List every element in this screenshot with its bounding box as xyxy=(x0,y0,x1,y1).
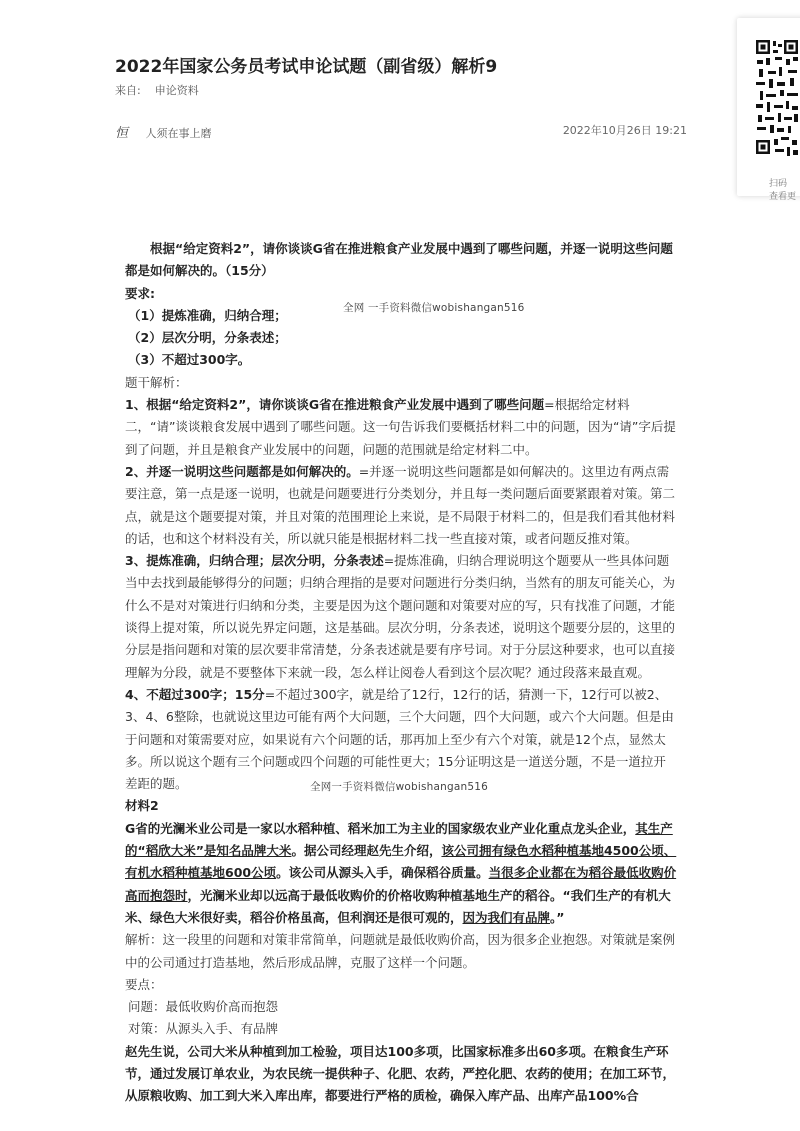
author-name[interactable]: 人须在事上磨 xyxy=(145,127,212,140)
source-link[interactable]: 申论资料 xyxy=(154,84,199,97)
qr-caption-line1: 扫码 xyxy=(769,179,788,189)
analysis-keypoint: 1、根据“给定资料2”，请你谈谈G省在推进粮食产业发展中遇到了哪些问题 xyxy=(125,397,545,413)
watermark-text: 全网一手资料微信wobishangan516 xyxy=(310,781,489,793)
material-text: ，光澜米业却以远高于最低收购价的价格收购种植基地生产的稻谷。“我们生产的有机大米、绿色大米很好卖，稻谷价格虽高，但利润还是很可观的， xyxy=(125,887,671,925)
publish-timestamp: 2022年10月26日 19:21 xyxy=(562,124,687,137)
analysis-text: =根据给定材料二，“请”谈谈粮食发展中遇到了哪些问题。这一句告诉我们要概括材料二中的问题，因为“请”字后提到了问题，并且是粮食产业发展中的问题，问题的范围就是给定材料二中。 xyxy=(125,397,676,457)
point-solution: 对策：从源头入手、有品牌 xyxy=(128,1021,279,1037)
analysis-paragraph xyxy=(125,550,678,684)
requirement-item: （1）提炼准确，归纳合理； xyxy=(128,307,287,323)
analysis-keypoint: 3、提炼准确，归纳合理；层次分明，分条表述 xyxy=(125,553,384,569)
material-text: 。该公司从源头入手，确保稻谷质量。 xyxy=(276,865,489,881)
analysis-text: =不超过300字，就是给了12行，12行的话，猜测一下，12行可以被2、3、4、6整除，也就说这里边可能有两个大问题，三个大问题，四个大问题，或六个大问题。但是由于问题和对策需要对应，如果说有六个问题的话，那再加上至少有六个对策，就是12个点，显然太多。所以说这个题有三个问题或四个问题的可能性更大；15分证明这是一道送分题，不是一道拉开差距的题。 xyxy=(125,686,674,792)
analysis-keypoint: 2、并逐一说明这些问题都是如何解决的。 xyxy=(125,463,359,479)
material-text: 。据公司经理赵先生介绍， xyxy=(291,843,442,859)
article-title: 2022年国家公务员考试申论试题（副省级）解析9 xyxy=(115,57,498,77)
requirement-item: （3）不超过300字。 xyxy=(128,352,251,368)
analysis-paragraph xyxy=(125,461,678,550)
requirement-item: （2）层次分明，分条表述； xyxy=(128,330,287,346)
qr-caption-line2: 查看更 xyxy=(769,192,797,202)
author-avatar[interactable]: 恒 xyxy=(115,126,129,141)
material-key-phrase: 当很多企业都在为稻谷最低收购价高而抱怨时 xyxy=(125,865,677,903)
point-problem: 问题：最低收购价高而抱怨 xyxy=(128,999,279,1015)
watermark-text: 全网 一手资料微信wobishangan516 xyxy=(343,302,525,314)
analysis-keypoint: 4、不超过300字；15分 xyxy=(125,686,265,702)
material-analysis: 解析：这一段里的问题和对策非常简单，问题就是最低收购价高，因为很多企业抱怨。对策就是案例中的公司通过打造基地，然后形成品牌，克服了这样一个问题。 xyxy=(125,932,676,970)
analysis-text: =并逐一说明这些问题都是如何解决的。这里边有两点需要注意，第一点是逐一说明，也就是问题要进行分类划分，并且每一类问题后面要紧跟着对策。第二点，就是这个题要提对策，并且对策的范围理论上来说，是不局限于材料二的，但是我们看其他材料的话，也和这个材料没有关，所以就只能是根据材料二找一些直接对策，或者问题反推对策。 xyxy=(125,463,676,546)
article-source xyxy=(115,82,199,98)
analysis-text: =提炼准确，归纳合理说明这个题要从一些具体问题当中去找到最能够得分的问题；归纳合理指的是要对问题进行分类归纳，当然有的朋友可能关心，为什么不是对对策进行归纳和分类，主要是因为这个题问题和对策要对应的写，只有找准了问题，才能谈得上提对策，所以说先界定问题，这是基础。层次分明，分条表述，说明这个题要分层的，这里的分层是指问题和对策的层次要非常清楚，分条表述就是要有序号词。对于分层这种要求，也可以直接理解为分段，就是不要整体下来就一段，怎么样让阅卷人看到这个层次呢？通过段落来最直观。 xyxy=(125,553,676,680)
analysis-paragraph xyxy=(125,394,678,461)
material-text: 。” xyxy=(550,909,565,925)
material-key-phrase: 该公司拥有绿色水稻种植基地4500公顷、有机水稻种植基地600公顷 xyxy=(125,843,677,881)
requirements-title: 要求: xyxy=(125,285,155,301)
author-row xyxy=(115,122,687,141)
material-key-phrase: 其生产的“稻欣大米”是知名品牌大米 xyxy=(125,820,673,859)
qr-caption xyxy=(769,178,796,204)
material-paragraph xyxy=(125,818,678,929)
points-title: 要点： xyxy=(125,976,163,992)
qr-code-icon xyxy=(755,38,799,158)
qr-panel[interactable] xyxy=(737,18,800,202)
material-paragraph: 赵先生说，公司大米从种植到加工检验，项目达100多项，比国家标准多出60多项。在粮食生产环节，通过发展订单农业，为农民统一提供种子、化肥、农药，严控化肥、农药的使用；在加工环节，从原粮收购、加工到大米入库出库，都要进行严格的质检，确保入库产品、出库产品100%合 xyxy=(125,1043,676,1104)
material-text: G省的光澜米业公司是一家以水稻种植、稻米加工为主业的国家级农业产业化重点龙头企业， xyxy=(125,820,636,836)
analysis-title: 题干解析： xyxy=(125,374,188,390)
source-label: 来自: xyxy=(115,84,141,97)
question-text: 根据“给定资料2”，请你谈谈G省在推进粮食产业发展中遇到了哪些问题，并逐一说明这些问题都是如何解决的。（15分） xyxy=(125,241,673,279)
article-content xyxy=(125,238,678,1108)
material-key-phrase: 因为我们有品牌 xyxy=(462,909,551,925)
material-heading: 材料2 xyxy=(125,798,159,814)
